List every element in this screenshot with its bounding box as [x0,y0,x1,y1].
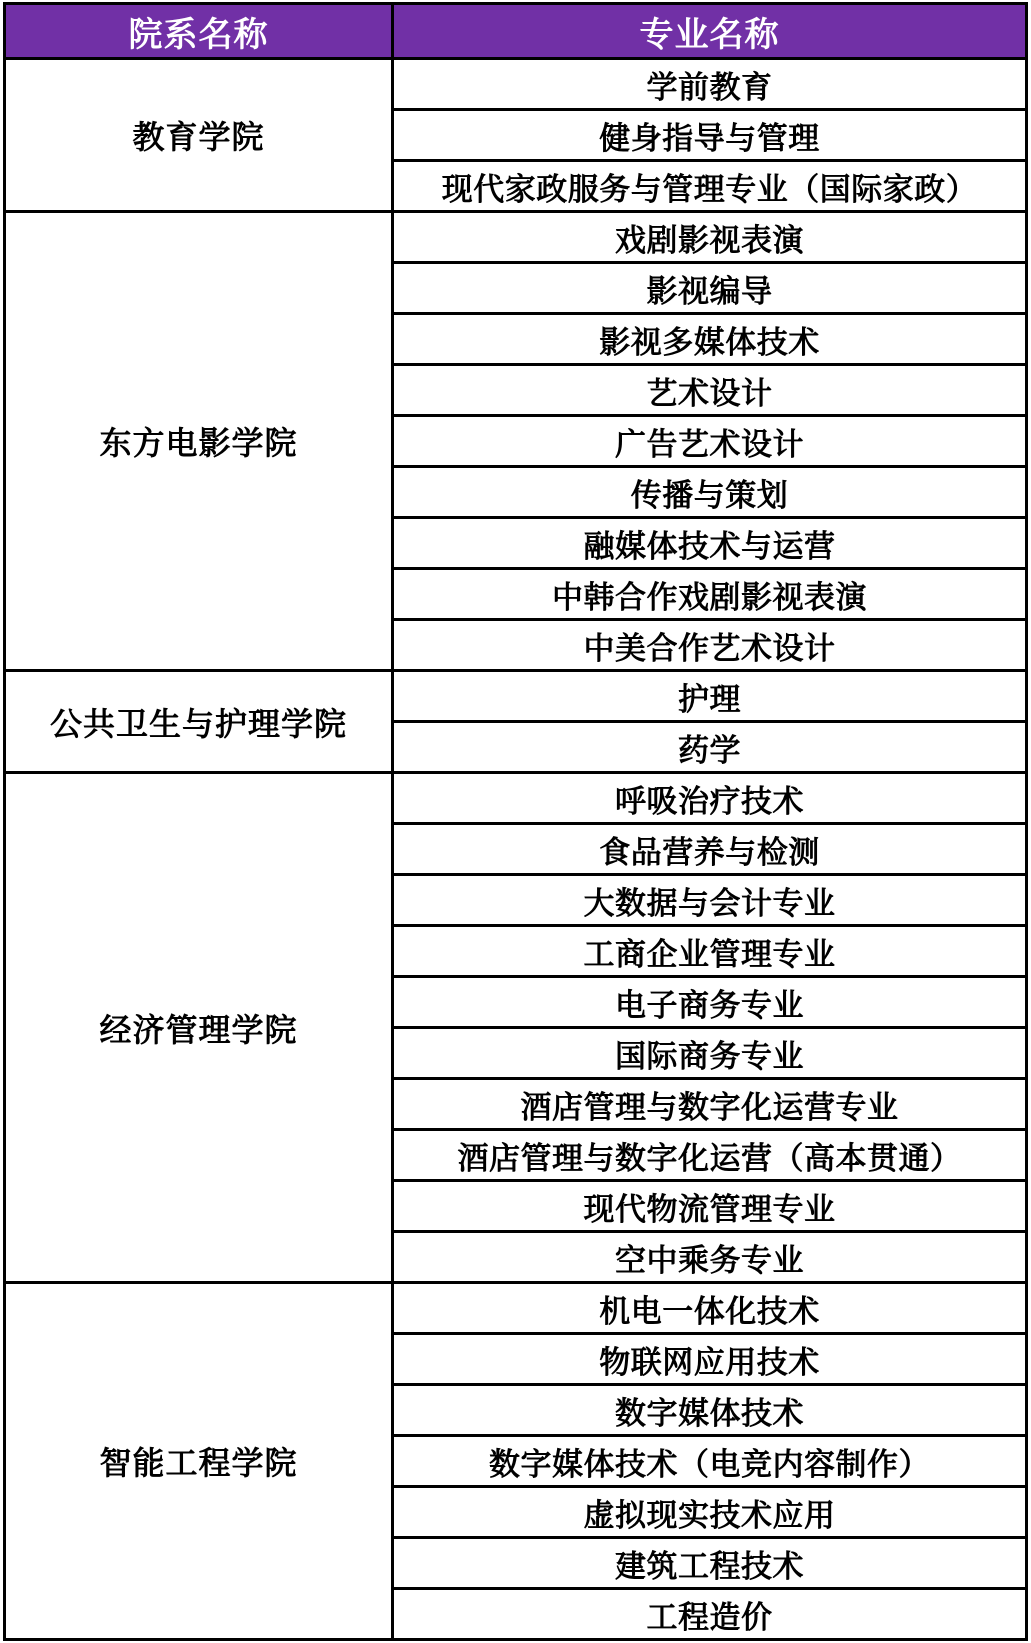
header-row [5,4,1027,59]
major-cell: 传播与策划 [393,467,1027,518]
major-cell: 建筑工程技术 [393,1538,1027,1589]
major-cell: 学前教育 [393,59,1027,110]
major-cell: 食品营养与检测 [393,824,1027,875]
major-cell: 艺术设计 [393,365,1027,416]
department-cell-public-health: 公共卫生与护理学院 [5,671,393,773]
major-cell: 戏剧影视表演 [393,212,1027,263]
table-row [5,671,1027,722]
major-cell: 融媒体技术与运营 [393,518,1027,569]
major-cell: 现代家政服务与管理专业（国际家政） [393,161,1027,212]
major-cell: 酒店管理与数字化运营（高本贯通） [393,1130,1027,1181]
major-cell: 电子商务专业 [393,977,1027,1028]
major-cell: 虚拟现实技术应用 [393,1487,1027,1538]
major-cell: 护理 [393,671,1027,722]
major-cell: 影视编导 [393,263,1027,314]
department-cell-education: 教育学院 [5,59,393,212]
major-cell: 大数据与会计专业 [393,875,1027,926]
major-cell: 数字媒体技术（电竞内容制作） [393,1436,1027,1487]
column-header-major: 专业名称 [393,4,1027,59]
major-cell: 机电一体化技术 [393,1283,1027,1334]
table-row [5,212,1027,263]
major-cell: 药学 [393,722,1027,773]
department-cell-economics: 经济管理学院 [5,773,393,1283]
table-row [5,1283,1027,1334]
major-cell: 物联网应用技术 [393,1334,1027,1385]
major-cell: 工商企业管理专业 [393,926,1027,977]
major-cell: 中韩合作戏剧影视表演 [393,569,1027,620]
major-cell: 影视多媒体技术 [393,314,1027,365]
column-header-department: 院系名称 [5,4,393,59]
table-row [5,773,1027,824]
major-cell: 现代物流管理专业 [393,1181,1027,1232]
major-cell: 国际商务专业 [393,1028,1027,1079]
major-cell: 中美合作艺术设计 [393,620,1027,671]
department-cell-intelligent-engineering: 智能工程学院 [5,1283,393,1640]
major-cell: 健身指导与管理 [393,110,1027,161]
department-cell-film: 东方电影学院 [5,212,393,671]
major-cell: 酒店管理与数字化运营专业 [393,1079,1027,1130]
major-cell: 空中乘务专业 [393,1232,1027,1283]
department-major-table [3,2,1028,1641]
table-row [5,59,1027,110]
major-cell: 工程造价 [393,1589,1027,1640]
major-cell: 数字媒体技术 [393,1385,1027,1436]
major-cell: 广告艺术设计 [393,416,1027,467]
major-cell: 呼吸治疗技术 [393,773,1027,824]
